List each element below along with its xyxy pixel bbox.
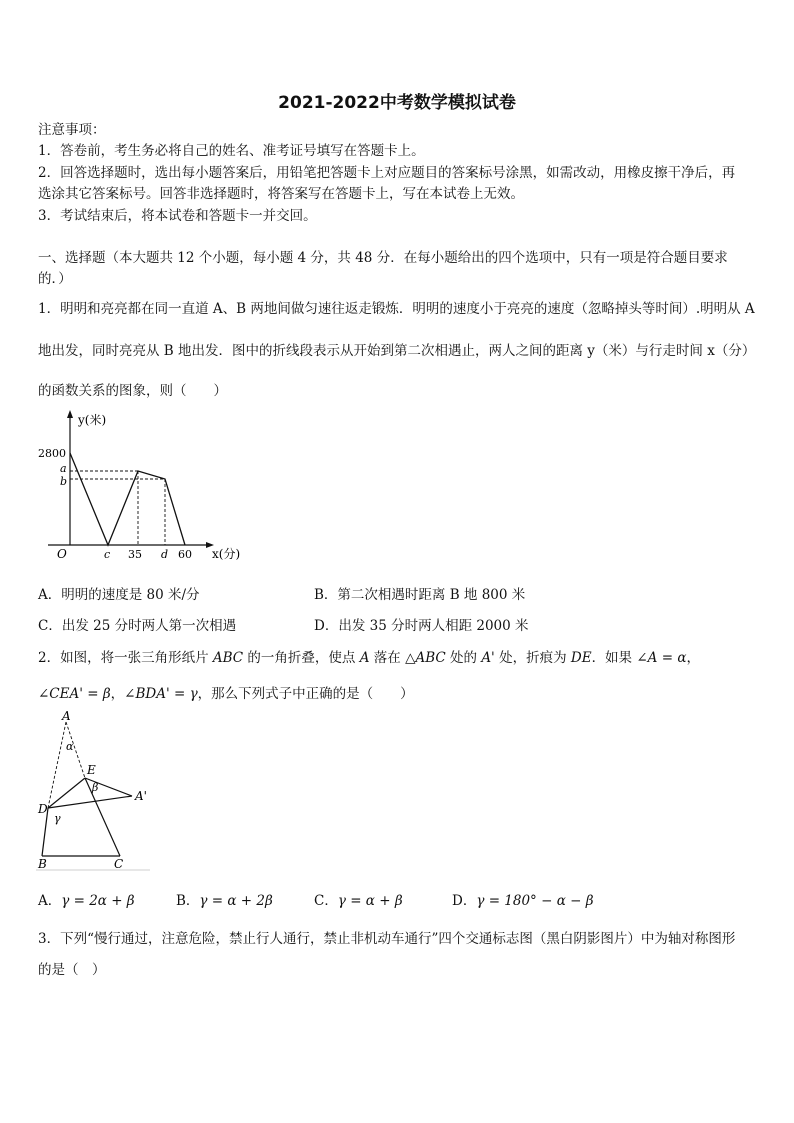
q1-function-graph [30,408,260,568]
q2-option-c[interactable] [314,889,403,909]
q2-option-d[interactable] [452,889,594,909]
point-c-label: C [114,857,124,871]
q2-text: 落在 [369,650,406,666]
page-title: 2021-2022中考数学模拟试卷 [278,93,516,113]
option-letter: B． [176,893,200,909]
option-expression: γ = α + β [337,893,403,909]
q2-text: 的一角折叠，使点 [243,650,360,666]
q2-text: 处，折痕为 [494,650,571,666]
q1-stem-line: 的函数关系的图象，则（ ） [38,383,227,399]
q2-text: ，那么下列式子中正确的是（ ） [197,686,414,702]
q2-stem-line1 [38,646,700,666]
gamma-label: γ [54,812,61,825]
q1-option-d[interactable]: D．出发 35 分时两人相距 2000 米 [314,618,529,634]
option-letter: A． [38,893,62,909]
point-a-label: A [62,710,71,723]
x-tick-35: 35 [128,548,142,561]
option-letter: D． [452,893,477,909]
q2-math: △ABC [405,650,446,666]
q2-math: A' [481,650,495,666]
q2-option-b[interactable] [176,889,273,909]
notice-item: 2．回答选择题时，选出每小题答案后，用铅笔把答题卡上对应题目的答案标号涂黑，如需改动，用橡皮擦干净后，再 [38,165,736,181]
x-axis-label: x(分) [212,547,241,561]
y-tick-2800: 2800 [38,447,66,460]
notice-item: 3．考试结束后，将本试卷和答题卡一并交回。 [38,208,317,224]
q2-math: ∠BDA' = γ [124,686,198,702]
section-heading-cont: 的．） [38,271,72,287]
point-a-prime-label: A' [135,789,147,803]
y-tick-a: a [60,462,67,475]
x-tick-c: c [104,548,111,561]
q2-math: ∠CEA' = β [38,686,111,702]
option-expression: γ = 2α + β [61,893,135,909]
notice-item: 1．答卷前，考生务必将自己的姓名、准考证号填写在答题卡上。 [38,143,425,159]
q1-stem-line: 地出发，同时亮亮从 B 地出发．图中的折线段表示从开始到第二次相遇止，两人之间的距离 y（米）与行走时间 x（分） [38,343,756,359]
notice-item: 选涂其它答案标号。回答非选择题时，将答案写在答题卡上，写在本试卷上无效。 [38,186,524,202]
y-axis-arrow [67,410,73,418]
point-d-label: D [38,802,48,816]
graph-polyline [70,453,185,545]
q3-stem-line: 3．下列“慢行通过，注意危险，禁止行人通行，禁止非机动车通行”四个交通标志图（黑白阴影图片）中为轴对称图形 [38,931,736,947]
x-tick-d: d [161,548,169,561]
alpha-label: α [66,740,74,753]
q1-option-c[interactable]: C．出发 25 分时两人第一次相遇 [38,618,237,634]
q1-option-b[interactable]: B．第二次相遇时距离 B 地 800 米 [314,587,526,603]
q2-stem-line2 [38,682,414,702]
option-letter: C． [314,893,338,909]
q2-text: ， [686,650,700,666]
notice-heading: 注意事项： [38,122,106,138]
q2-fold-figure [30,710,160,880]
y-axis-label: y(米) [78,413,107,427]
y-tick-b: b [60,475,68,488]
q2-math: A [359,650,370,666]
section-heading: 一、选择题（本大题共 12 个小题，每小题 4 分，共 48 分．在每小题给出的四个选项中，只有一项是符合题目要求 [38,250,728,266]
q2-option-a[interactable] [38,889,135,909]
option-expression: γ = α + 2β [199,893,273,909]
option-expression: γ = 180° − α − β [476,893,594,909]
q2-text: ．如果 [591,650,637,666]
q2-math: ∠A = α [636,650,687,666]
q1-option-a[interactable]: A．明明的速度是 80 米/分 [38,587,200,603]
x-tick-60: 60 [178,548,192,561]
q1-stem-line: 1．明明和亮亮都在同一直道 A、B 两地间做匀速往返走锻炼．明明的速度小于亮亮的速度（忽略掉头等时间）.明明从 A [38,301,755,317]
beta-label: β [92,781,99,794]
q2-text: ， [110,686,125,702]
origin-label: O [57,547,67,561]
q3-stem-line: 的是（ ） [38,962,106,978]
q2-text: 处的 [445,650,482,666]
point-e-label: E [87,763,96,777]
point-b-label: B [38,857,47,871]
q2-math: ABC [212,650,244,666]
q2-math: DE [570,650,592,666]
q2-text: 2．如图，将一张三角形纸片 [38,650,213,666]
